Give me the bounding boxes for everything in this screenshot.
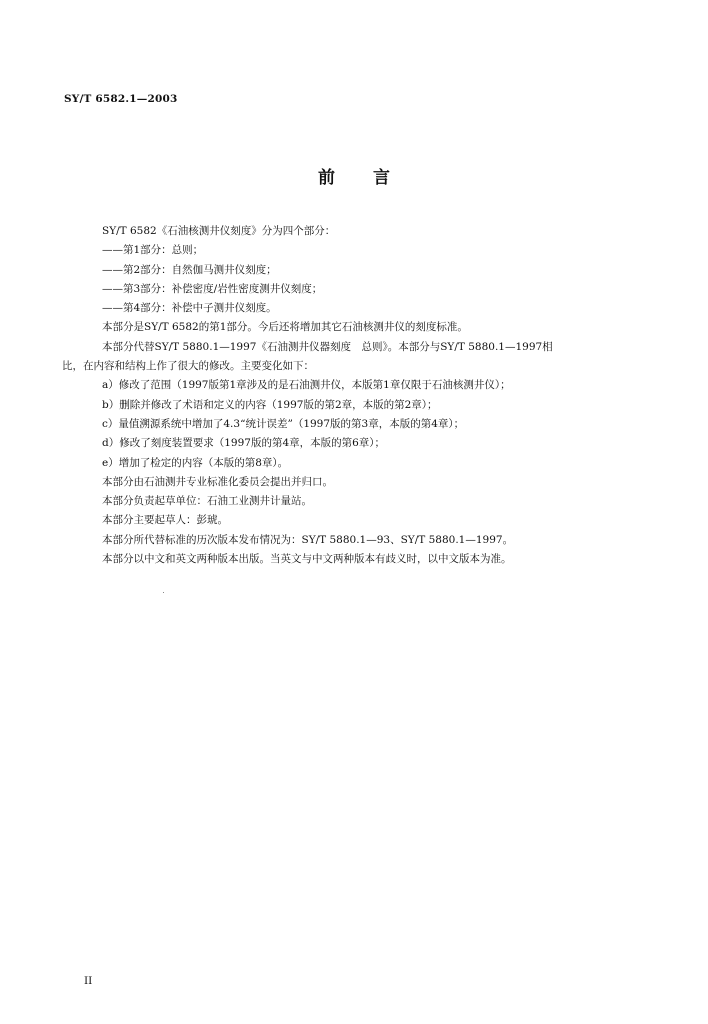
part-item: ——第1部分：总则； [102, 244, 204, 257]
intro-paragraph: SY/T 6582《石油核测井仪刻度》分为四个部分： [102, 225, 336, 237]
drafter-paragraph: 本部分主要起草人：彭琥。 [102, 514, 228, 527]
drafting-unit-paragraph: 本部分负责起草单位：石油工业测井计量站。 [102, 495, 312, 508]
document-code: SY/T 6582.1—2003 [64, 93, 178, 105]
this-part-paragraph: 本部分是SY/T 6582的第1部分。今后还将增加其它石油核测井仪的刻度标准。 [102, 321, 468, 334]
replace-paragraph-line-1: 本部分代替SY/T 5880.1—1997《石油测井仪器刻度 总则》。本部分与SY/T 5880.1—1997相 [102, 340, 553, 353]
language-paragraph: 本部分以中文和英文两种版本出版。当英文与中文两种版本有歧义时，以中文版本为准。 [102, 553, 512, 566]
part-item: ——第3部分：补偿密度/岩性密度测井仪刻度； [102, 282, 323, 295]
part-item: ——第4部分：补偿中子测井仪刻度。 [102, 302, 277, 315]
change-item: b）删除并修改了术语和定义的内容（1997版的第2章，本版的第2章）； [102, 398, 438, 411]
page-number: II [84, 975, 93, 987]
proposed-paragraph: 本部分由石油测井专业标准化委员会提出并归口。 [102, 475, 333, 488]
part-item: ——第2部分：自然伽马测井仪刻度； [102, 263, 277, 276]
replace-paragraph-line-2: 比，在内容和结构上作了很大的修改。主要变化如下： [62, 360, 314, 373]
page-title: 前言 [318, 168, 428, 188]
foreword-body [62, 222, 642, 569]
change-item: e）增加了检定的内容（本版的第8章）。 [102, 456, 289, 469]
change-item: d）修改了刻度装置要求（1997版的第4章，本版的第6章）； [102, 437, 386, 450]
change-item: c）量值溯源系统中增加了4.3“统计误差”（1997版的第3章，本版的第4章）； [102, 417, 465, 430]
change-item: a）修改了范围（1997版第1章涉及的是石油测井仪，本版第1章仅限于石油核测井仪）； [102, 379, 511, 392]
scan-speck [163, 592, 164, 593]
history-paragraph: 本部分所代替标准的历次版本发布情况为：SY/T 5880.1—93、SY/T 5880.1—1997。 [102, 533, 514, 546]
